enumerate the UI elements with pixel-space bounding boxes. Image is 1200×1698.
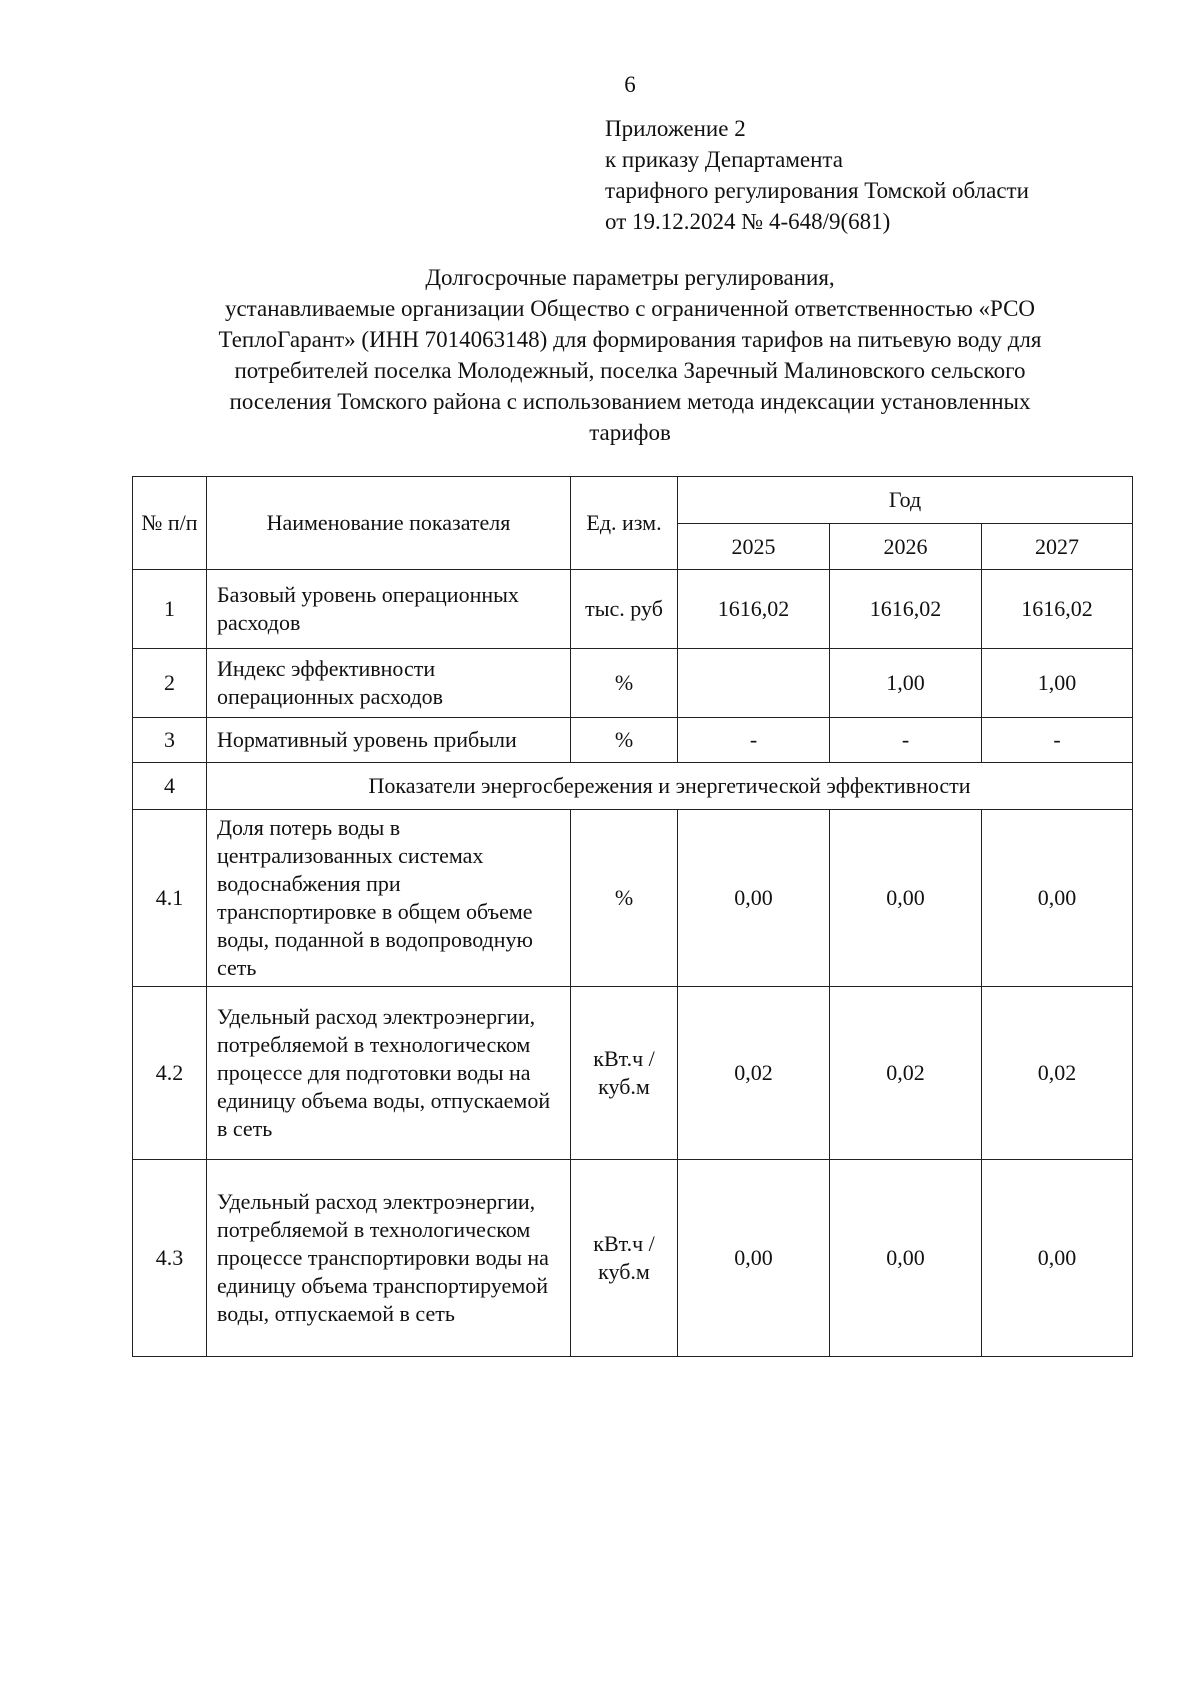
header-year-2025: 2025 (678, 524, 830, 570)
table-row (133, 570, 1133, 649)
section-title: Показатели энергосбережения и энергетической эффективности (207, 763, 1133, 810)
row-value-2026: 0,00 (830, 1160, 982, 1357)
row-value-2027: 0,00 (982, 1160, 1133, 1357)
row-value-2027: 1616,02 (982, 570, 1133, 649)
row-unit: кВт.ч / куб.м (571, 1160, 678, 1357)
header-year-2027: 2027 (982, 524, 1133, 570)
page-number: 6 (624, 72, 636, 97)
table-row (133, 987, 1133, 1160)
table-row (133, 1160, 1133, 1357)
row-num: 2 (133, 649, 207, 718)
appendix-line: к приказу Департамента (605, 147, 843, 172)
row-value-2026: - (830, 718, 982, 763)
title-line: Долгосрочные параметры регулирования, (425, 265, 835, 290)
row-num: 4 (133, 763, 207, 810)
row-value-2025 (678, 649, 830, 718)
row-value-2025: 0,00 (678, 1160, 830, 1357)
row-unit: % (571, 649, 678, 718)
row-unit: % (571, 810, 678, 987)
row-value-2027: 0,02 (982, 987, 1133, 1160)
row-num: 3 (133, 718, 207, 763)
title-line: ТеплоГарант» (ИНН 7014063148) для формирования тарифов на питьевую воду для (218, 327, 1042, 352)
row-num: 4.1 (133, 810, 207, 987)
row-num: 1 (133, 570, 207, 649)
title-line: тарифов (589, 420, 671, 445)
row-value-2026: 1616,02 (830, 570, 982, 649)
row-unit: % (571, 718, 678, 763)
row-value-2026: 0,02 (830, 987, 982, 1160)
header-year-2026: 2026 (830, 524, 982, 570)
parameters-table (132, 476, 1133, 1357)
row-value-2025: 1616,02 (678, 570, 830, 649)
row-value-2027: 1,00 (982, 649, 1133, 718)
row-unit: тыс. руб (571, 570, 678, 649)
appendix-line: тарифного регулирования Томской области (605, 178, 1029, 203)
row-value-2027: 0,00 (982, 810, 1133, 987)
table-row (133, 649, 1133, 718)
row-unit: кВт.ч / куб.м (571, 987, 678, 1160)
row-value-2025: - (678, 718, 830, 763)
row-name: Базовый уровень операционных расходов (207, 570, 571, 649)
document-title (150, 262, 1110, 448)
header-name: Наименование показателя (207, 477, 571, 570)
header-unit: Ед. изм. (571, 477, 678, 570)
header-num: № п/п (133, 477, 207, 570)
table-row (133, 810, 1133, 987)
appendix-block (605, 113, 1029, 237)
row-name: Удельный расход электроэнергии, потребляемой в технологическом процессе для подготовки воды на единицу объема воды, отпускаемой в сеть (207, 987, 571, 1160)
appendix-line: Приложение 2 (605, 116, 746, 141)
row-value-2025: 0,02 (678, 987, 830, 1160)
title-line: потребителей поселка Молодежный, поселка Заречный Малиновского сельского (234, 358, 1026, 383)
row-value-2027: - (982, 718, 1133, 763)
row-name: Удельный расход электроэнергии, потребляемой в технологическом процессе транспортировки воды на единицу объема транспортируемой воды, отпускаемой в сеть (207, 1160, 571, 1357)
row-name: Нормативный уровень прибыли (207, 718, 571, 763)
row-num: 4.3 (133, 1160, 207, 1357)
row-name: Индекс эффективности операционных расходов (207, 649, 571, 718)
appendix-line: от 19.12.2024 № 4-648/9(681) (605, 209, 891, 234)
title-line: устанавливаемые организации Общество с ограниченной ответственностью «РСО (224, 296, 1036, 321)
table-row (133, 718, 1133, 763)
row-value-2026: 0,00 (830, 810, 982, 987)
table-section-row (133, 763, 1133, 810)
header-year-group: Год (678, 477, 1133, 524)
row-value-2025: 0,00 (678, 810, 830, 987)
row-value-2026: 1,00 (830, 649, 982, 718)
row-name: Доля потерь воды в централизованных системах водоснабжения при транспортировке в общем объеме воды, поданной в водопроводную сеть (207, 810, 571, 987)
title-line: поселения Томского района с использованием метода индексации установленных (229, 389, 1031, 414)
row-num: 4.2 (133, 987, 207, 1160)
